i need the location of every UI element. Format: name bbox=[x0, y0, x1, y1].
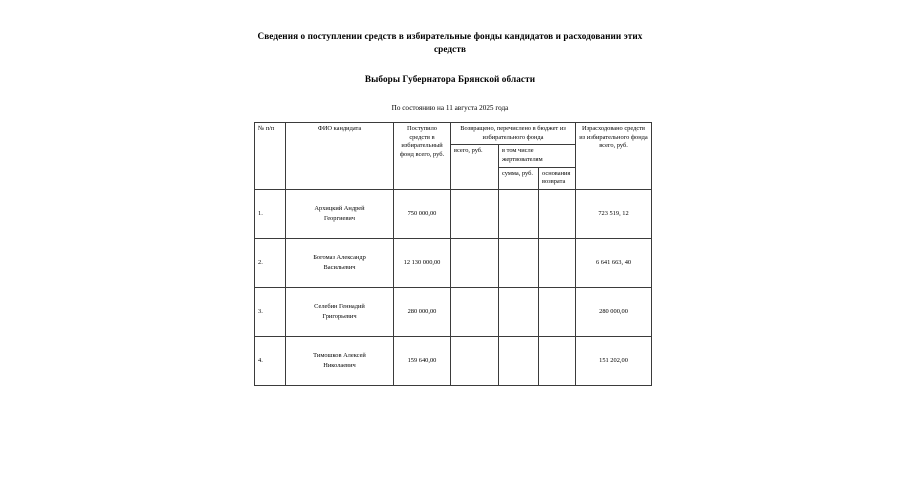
row-returned-total bbox=[451, 287, 499, 336]
row-candidate-name bbox=[286, 189, 394, 238]
row-donor-sum bbox=[499, 287, 539, 336]
header-spent: Израсходовано средств из избирательного фонда всего, руб. bbox=[576, 123, 652, 190]
row-return-reason bbox=[539, 238, 576, 287]
row-candidate-name bbox=[286, 287, 394, 336]
table-row bbox=[255, 336, 652, 385]
header-returned-total: всего, руб. bbox=[451, 145, 499, 190]
header-return-reason: основания возврата bbox=[539, 167, 576, 189]
row-income: 750 000,00 bbox=[394, 189, 451, 238]
table-header bbox=[255, 123, 652, 190]
document-date-line: По состоянию на 11 августа 2025 года bbox=[391, 104, 509, 112]
header-number: № п/п bbox=[255, 123, 286, 190]
table-body bbox=[255, 189, 652, 385]
table-row bbox=[255, 238, 652, 287]
row-number: 4. bbox=[255, 336, 286, 385]
candidate-name-line-1: Архицкий Андрей bbox=[314, 205, 365, 213]
report-table bbox=[254, 122, 652, 386]
candidate-name-line-1: Селебин Геннадий bbox=[314, 303, 365, 311]
header-donor-sum: сумма, руб. bbox=[499, 167, 539, 189]
row-donor-sum bbox=[499, 189, 539, 238]
row-spent: 6 641 663, 40 bbox=[576, 238, 652, 287]
row-return-reason bbox=[539, 287, 576, 336]
candidate-name-line-2: Васильевич bbox=[323, 263, 356, 271]
row-returned-total bbox=[451, 189, 499, 238]
row-income: 12 130 000,00 bbox=[394, 238, 451, 287]
candidate-name-line-2: Николаевич bbox=[323, 361, 356, 369]
date-block bbox=[250, 104, 650, 112]
candidate-name-line-1: Богомаз Александр bbox=[313, 254, 366, 262]
row-spent: 723 519, 12 bbox=[576, 189, 652, 238]
document-title: Сведения о поступлении средств в избирательные фонды кандидатов и расходовании этих средств bbox=[257, 31, 643, 55]
row-spent: 151 202,00 bbox=[576, 336, 652, 385]
row-number: 1. bbox=[255, 189, 286, 238]
header-income: Поступило средств в избирательный фонд всего, руб. bbox=[394, 123, 451, 190]
table-row bbox=[255, 287, 652, 336]
candidate-name-line-2: Георгиевич bbox=[324, 214, 355, 222]
row-return-reason bbox=[539, 336, 576, 385]
header-including-donors: в том числе жертвователям bbox=[499, 145, 576, 167]
row-number: 2. bbox=[255, 238, 286, 287]
candidate-name-line-1: Тимошков Алексей bbox=[313, 352, 366, 360]
row-donor-sum bbox=[499, 336, 539, 385]
header-returned-group: Возвращено, перечислено в бюджет из избирательного фонда bbox=[451, 123, 576, 145]
row-returned-total bbox=[451, 238, 499, 287]
row-income: 280 000,00 bbox=[394, 287, 451, 336]
table-row bbox=[255, 189, 652, 238]
row-income: 159 640,00 bbox=[394, 336, 451, 385]
row-number: 3. bbox=[255, 287, 286, 336]
header-candidate: ФИО кандидата bbox=[286, 123, 394, 190]
header-row-1 bbox=[255, 123, 652, 145]
row-return-reason bbox=[539, 189, 576, 238]
row-donor-sum bbox=[499, 238, 539, 287]
report-table-container bbox=[254, 122, 651, 386]
row-candidate-name bbox=[286, 238, 394, 287]
row-spent: 280 000,00 bbox=[576, 287, 652, 336]
candidate-name-line-2: Григорьевич bbox=[322, 312, 357, 320]
subtitle-block bbox=[250, 74, 650, 84]
row-returned-total bbox=[451, 336, 499, 385]
document-subtitle: Выборы Губернатора Брянской области bbox=[364, 74, 536, 84]
title-block bbox=[250, 30, 650, 57]
row-candidate-name bbox=[286, 336, 394, 385]
